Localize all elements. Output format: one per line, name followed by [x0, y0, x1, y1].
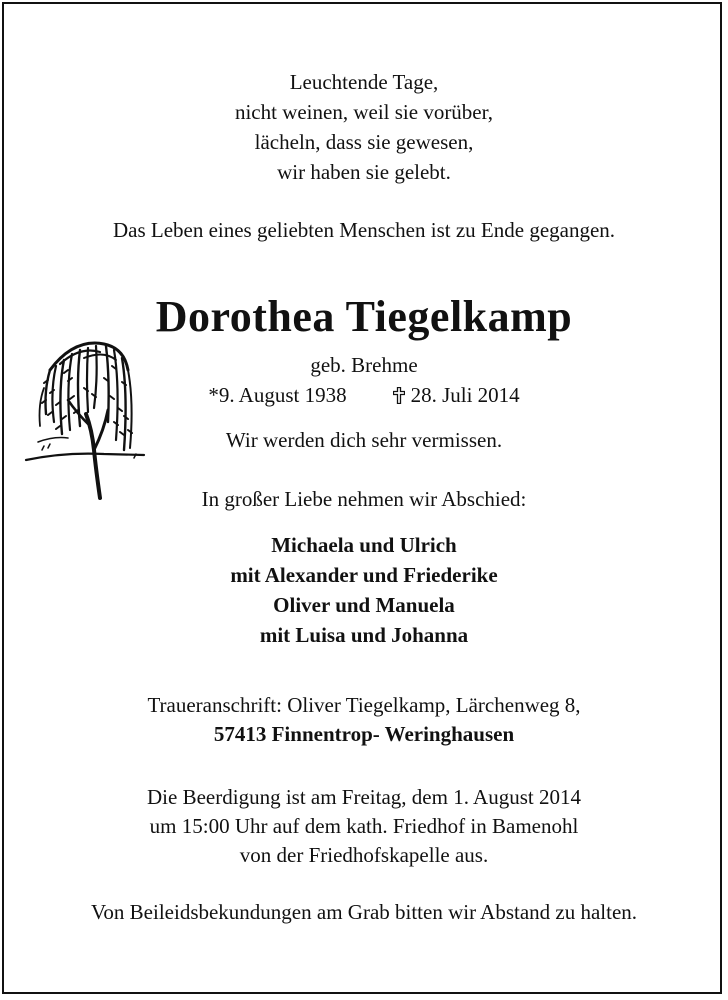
birth-date: *9. August 1938: [208, 383, 347, 407]
poem-line-1: Leuchtende Tage,: [289, 70, 439, 94]
death-date: 28. Juli 2014: [410, 383, 520, 407]
address-line-1: Traueranschrift: Oliver Tiegelkamp, Lärchenweg 8,: [147, 693, 581, 717]
latin-cross-icon: [393, 387, 405, 404]
intro-line: Das Leben eines geliebten Menschen ist zu Ende gegangen.: [112, 218, 616, 242]
poem-line-2: nicht weinen, weil sie vorüber,: [234, 100, 494, 124]
farewell-line: In großer Liebe nehmen wir Abschied:: [201, 487, 527, 511]
mourner-line-1: Michaela und Ulrich: [271, 533, 457, 557]
mourner-line-3: Oliver und Manuela: [273, 593, 455, 617]
poem-line-3: lächeln, dass sie gewesen,: [254, 130, 474, 154]
weeping-willow-icon: [24, 330, 148, 500]
poem-line-4: wir haben sie gelebt.: [277, 160, 451, 184]
mourner-line-2: mit Alexander und Friederike: [230, 563, 498, 587]
closing-line: Von Beileidsbekundungen am Grab bitten wir Abstand zu halten.: [90, 900, 638, 924]
deceased-name: Dorothea Tiegelkamp: [155, 292, 573, 341]
miss-line: Wir werden dich sehr vermissen.: [225, 428, 503, 452]
funeral-line-3: von der Friedhofskapelle aus.: [239, 843, 489, 867]
maiden-name: geb. Brehme: [310, 353, 418, 377]
mourner-line-4: mit Luisa und Johanna: [259, 623, 469, 647]
funeral-line-1: Die Beerdigung ist am Freitag, dem 1. August 2014: [147, 785, 581, 809]
address-line-2: 57413 Finnentrop- Weringhausen: [213, 722, 515, 746]
funeral-line-2: um 15:00 Uhr auf dem kath. Friedhof in Bamenohl: [149, 814, 579, 838]
